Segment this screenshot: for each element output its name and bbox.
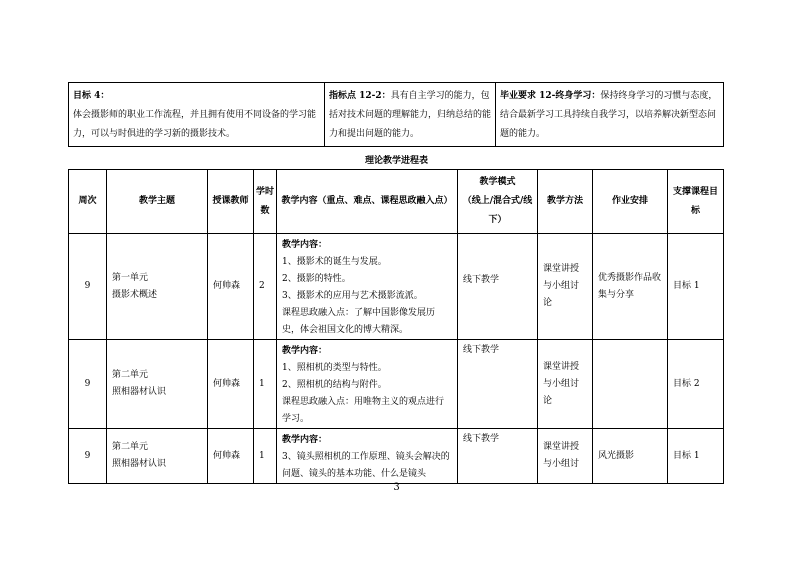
- week-cell: 9: [69, 234, 107, 340]
- table-row: [69, 234, 724, 340]
- goal-label: 目标 4：: [73, 91, 110, 101]
- indicator-cell: [325, 83, 496, 147]
- hours-cell: 2: [254, 234, 277, 340]
- content-cell: [277, 340, 458, 429]
- indicator-text: 具有自主学习的能力，包括对技术问题的理解能力，归纳总结的能力和提出问题的能力。: [329, 91, 492, 139]
- content-title: 教学内容：: [282, 435, 328, 445]
- goal-cell: [69, 83, 325, 147]
- mode-cell: 线下教学: [458, 340, 538, 429]
- header-mode-options: （线上/混合式/线下）: [462, 196, 533, 225]
- topic-label: 照相器材认识: [112, 459, 167, 469]
- method-cell: 课堂讲授与小组讨论: [538, 340, 593, 429]
- method-cell: 课堂讲授与小组讨: [538, 429, 593, 484]
- header-hours: 学时数: [254, 170, 277, 234]
- week-cell: 9: [69, 429, 107, 484]
- homework-cell: [593, 340, 668, 429]
- topic-label: 照相器材认识: [112, 387, 167, 397]
- content-line: 1、照相机的类型与特性。: [282, 363, 387, 373]
- hours-cell: 1: [254, 429, 277, 484]
- content-line: 2、摄影的特性。: [282, 274, 351, 284]
- header-topic: 教学主题: [107, 170, 208, 234]
- requirement-cell: [496, 83, 724, 147]
- hours-cell: 1: [254, 340, 277, 429]
- topic-cell: [107, 234, 208, 340]
- unit-label: 第二单元: [112, 442, 149, 452]
- content-cell: [277, 234, 458, 340]
- schedule-table: [68, 169, 724, 484]
- header-mode-title: 教学模式: [479, 177, 516, 187]
- teacher-cell: 何帅森: [208, 429, 254, 484]
- objectives-table: [68, 82, 724, 147]
- indicator-label: 指标点 12-2：: [329, 91, 391, 101]
- page-number: 3: [393, 482, 400, 493]
- header-method: 教学方法: [538, 170, 593, 234]
- header-week: 周次: [69, 170, 107, 234]
- mode-cell: 线下教学: [458, 429, 538, 484]
- content-line: 2、照相机的结构与附件。: [282, 380, 387, 390]
- mode-cell: 线下教学: [458, 234, 538, 340]
- topic-cell: [107, 340, 208, 429]
- content-line: 3、摄影术的应用与艺术摄影流派。: [282, 291, 423, 301]
- table-title: 理论教学进程表: [364, 156, 428, 166]
- requirement-text: 保持终身学习的习惯与态度，结合最新学习工具持续自我学习，以培养解决新型态问题的能力。: [500, 91, 718, 139]
- teacher-cell: 何帅森: [208, 340, 254, 429]
- requirement-label: 毕业要求 12-终身学习：: [500, 91, 601, 101]
- table-row: [69, 340, 724, 429]
- header-row: [69, 170, 724, 234]
- goal-cell: 目标 2: [668, 340, 724, 429]
- header-content: 教学内容（重点、难点、课程思政融入点）: [277, 170, 458, 234]
- header-teacher: 授课教师: [208, 170, 254, 234]
- content-line: 1、摄影术的诞生与发展。: [282, 257, 387, 267]
- homework-cell: 风光摄影: [593, 429, 668, 484]
- week-cell: 9: [69, 340, 107, 429]
- content-title: 教学内容：: [282, 346, 328, 356]
- content-line: 3、镜头照相机的工作原理、镜头会解决的问题、镜头的基本功能、什么是镜头: [282, 452, 450, 479]
- content-line: 课程思政融入点：了解中国影像发展历史，体会祖国文化的博大精深。: [282, 308, 436, 335]
- method-cell: 课堂讲授与小组讨论: [538, 234, 593, 340]
- goal-cell: 目标 1: [668, 234, 724, 340]
- unit-label: 第二单元: [112, 370, 149, 380]
- teacher-cell: 何帅森: [208, 234, 254, 340]
- header-homework: 作业安排: [593, 170, 668, 234]
- content-line: 课程思政融入点：用唯物主义的观点进行学习。: [282, 397, 445, 424]
- content-title: 教学内容：: [282, 240, 328, 250]
- table-row: [69, 429, 724, 484]
- topic-label: 摄影术概述: [112, 289, 158, 300]
- unit-label: 第一单元: [112, 272, 149, 283]
- goal-text: 体会摄影师的职业工作流程，并且拥有使用不同设备的学习能力，可以与时俱进的学习新的摄影技术。: [73, 110, 317, 139]
- goal-cell: 目标 1: [668, 429, 724, 484]
- homework-cell: 优秀摄影作品收集与分享: [593, 234, 668, 340]
- header-goal: 支撑课程目标: [668, 170, 724, 234]
- content-cell: [277, 429, 458, 484]
- header-mode: [458, 170, 538, 234]
- topic-cell: [107, 429, 208, 484]
